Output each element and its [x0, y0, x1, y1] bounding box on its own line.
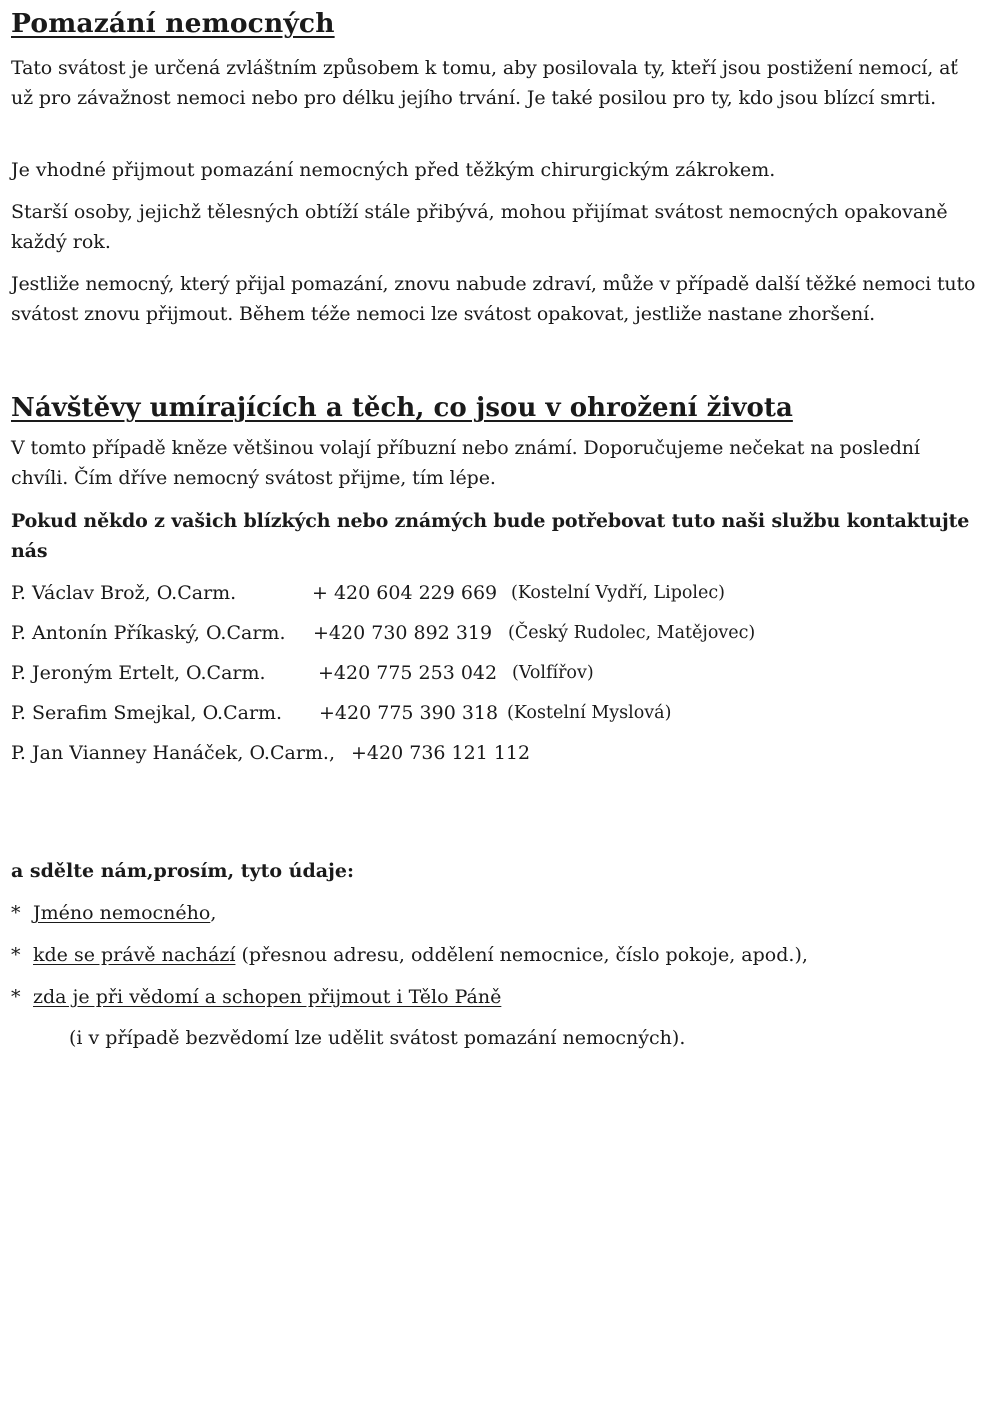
contact-phone[interactable]: +420 775 253 042	[318, 662, 498, 684]
contact-name: P. Serafim Smejkal, O.Carm.	[11, 702, 283, 724]
contact-phone[interactable]: +420 775 390 318	[319, 702, 499, 724]
list-item-rest: (přesnou adresu, oddělení nemocnice, číslo pokoje, apod.),	[235, 944, 808, 966]
request-heading: a sdělte nám,prosím, tyto údaje:	[11, 860, 355, 882]
contact-name: P. Antonín Příkaský, O.Carm.	[11, 622, 286, 644]
contact-place: (Český Rudolec, Matějovec)	[508, 623, 756, 643]
contact-name: P. Václav Brož, O.Carm.	[11, 582, 237, 604]
note-unconscious: (i v případě bezvědomí lze udělit svátost pomazání nemocných).	[69, 1027, 686, 1049]
bullet-star: *	[11, 944, 21, 966]
bullet-star: *	[11, 902, 21, 924]
contact-phone[interactable]: +420 736 121 112	[351, 742, 531, 764]
bullet-star: *	[11, 986, 21, 1008]
list-item-underlined: zda je při vědomí a schopen přijmout i Tělo Páně	[33, 986, 502, 1008]
list-item-text	[33, 898, 216, 928]
section-title-visits: Návštěvy umírajících a těch, co jsou v ohrožení života	[11, 393, 793, 423]
list-item-underlined: Jméno nemocného	[33, 902, 211, 924]
contact-place: (Volfířov)	[512, 663, 594, 683]
list-item-underlined: kde se právě nachází	[33, 944, 236, 966]
contact-name: P. Jeroným Ertelt, O.Carm.	[11, 662, 266, 684]
paragraph-surgery: Je vhodné přijmout pomazání nemocných před těžkým chirurgickým zákrokem.	[11, 159, 776, 181]
contact-heading: Pokud někdo z vašich blízkých nebo známých bude potřebovat tuto naši službu kontaktujte nás	[11, 510, 970, 562]
paragraph-elderly: Starší osoby, jejichž tělesných obtíží stále přibývá, mohou přijímat svátost nemocných opakovaně každý rok.	[11, 201, 948, 253]
list-item-text	[33, 982, 501, 1012]
contact-place: (Kostelní Myslová)	[507, 703, 672, 723]
section-title-anointing: Pomazání nemocných	[11, 8, 335, 39]
contact-phone[interactable]: + 420 604 229 669	[312, 582, 498, 604]
paragraph-repeat: Jestliže nemocný, který přijal pomazání, znovu nabude zdraví, může v případě další těžké nemoci tuto svátost znovu přijmout. Během téže nemoci lze svátost opakovat, jestliže nastane zhoršení.	[11, 273, 976, 325]
list-item-rest: ,	[210, 902, 217, 924]
paragraph-purpose: Tato svátost je určená zvláštním způsobem k tomu, aby posilovala ty, kteří jsou postižení nemocí, ať už pro závažnost nemoci nebo pro délku jejího trvání. Je také posilou pro ty, kdo jsou blízcí smrti.	[11, 57, 958, 109]
paragraph-visits-intro: V tomto případě kněze většinou volají příbuzní nebo známí. Doporučujeme nečekat na poslední chvíli. Čím dříve nemocný svátost přijme, tím lépe.	[11, 437, 920, 489]
contact-phone[interactable]: +420 730 892 319	[313, 622, 493, 644]
list-item-text	[33, 940, 808, 970]
contact-place: (Kostelní Vydří, Lipolec)	[511, 583, 726, 603]
contact-name: P. Jan Vianney Hanáček, O.Carm.,	[11, 742, 336, 764]
